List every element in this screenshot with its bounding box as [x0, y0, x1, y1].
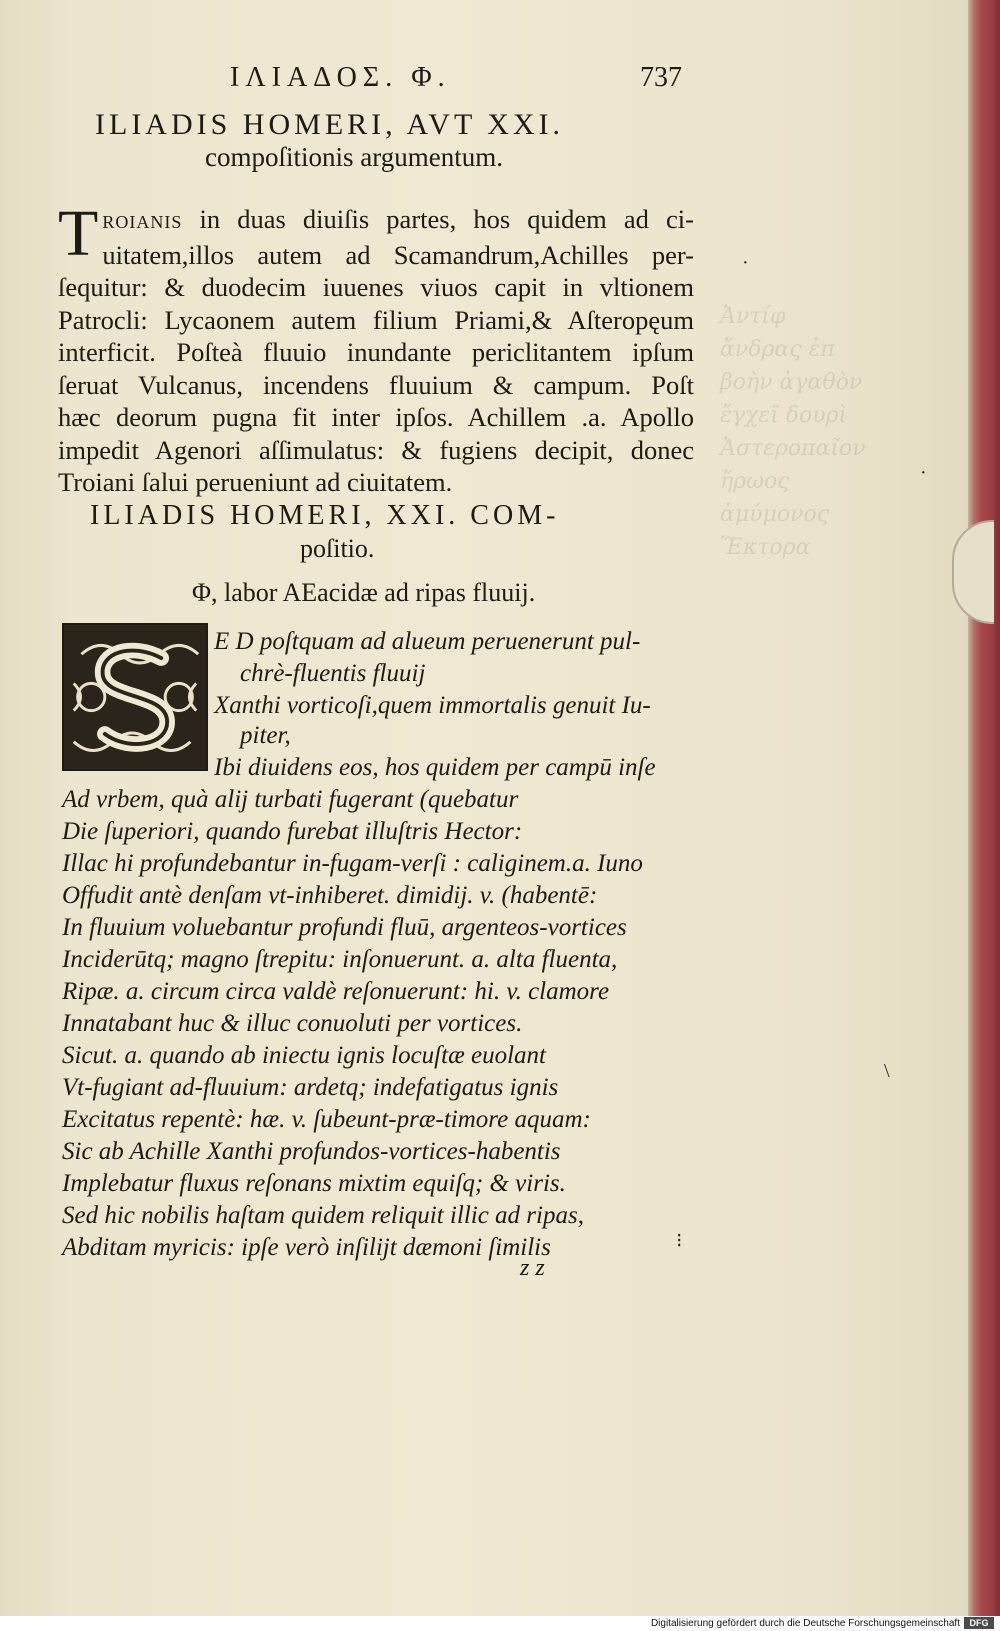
margin-dot: · — [920, 462, 927, 484]
verse-line: Ad vrbem, quà alij turbati fugerant (quebatur — [62, 786, 519, 813]
verse-line: piter, — [240, 722, 291, 749]
argument-first-word: ROIANIS — [102, 212, 183, 232]
composition-subheading: Φ, labor AEacidæ ad ripas fluuij. — [192, 578, 536, 607]
verse-line: Illac hi profundebantur in-fugam-verſi : caliginem.a. Iuno — [62, 850, 643, 877]
footer-credit: Digitalisierung gefördert durch die Deutsche Forschungsgemeinschaft — [650, 1618, 960, 1629]
verse-line: Ripæ. a. circum circa valdè reſonuerunt: hi. v. clamore — [62, 978, 610, 1005]
book-subtitle: compoſitionis argumentum. — [205, 142, 503, 172]
argument-line: Troiani ſalui perueniunt ad ciuitatem. — [58, 467, 453, 497]
verse-line: Sic ab Achille Xanthi profundos-vortices-habentis — [62, 1138, 561, 1165]
margin-bracket: ⁝ — [676, 1230, 683, 1252]
verse-line: E D poſtquam ad alueum peruenerunt pul- — [214, 628, 641, 655]
argument-line: hæc deorum pugna fit inter ipſos. Achillem .a. Apollo — [58, 402, 694, 432]
verse-line: Xanthi vorticoſi,quem immortalis genuit Iu- — [214, 692, 651, 719]
argument-line: ſequitur: & duodecim iuuenes viuos capit in vltionem — [58, 272, 694, 302]
page-edge — [968, 0, 1000, 1616]
composition-heading-cont: poſitio. — [300, 534, 375, 563]
argument-line: interficit. Poſteà fluuio inundante periclitantem ipſum — [58, 337, 694, 367]
verse-line: Inciderūtq; magno ſtrepitu: inſonuerunt. a. alta fluenta, — [62, 946, 618, 973]
footer — [0, 1616, 1000, 1631]
page-number: 737 — [640, 62, 682, 93]
argument-line: ROIANIS in duas diuiſis partes, hos quidem ad ci- — [102, 204, 694, 234]
verse-line: Innatabant huc & illuc conuoluti per vortices. — [62, 1010, 523, 1037]
verse-line: Die ſuperiori, quando furebat illuſtris Hector: — [62, 818, 523, 845]
argument-line: impedit Agenori aſſimulatus: & fugiens decipit, donec — [58, 434, 694, 465]
signature-mark: z z — [520, 1255, 545, 1281]
verse-line: In fluuium voluebantur profundi fluū, argenteos-vortices — [62, 914, 627, 941]
running-head: ΙΛΙΑΔΟΣ. Φ. — [230, 62, 451, 93]
bleed-through-text: Ἀντίφ ἄνδρας ἐπ βοὴν ἀγαθὸν ἔγχεϊ δουρὶ Ἀστεροπαῖον ἥρωος ἀμύμονος Ἕκτορα — [720, 304, 866, 560]
argument-line: uitatem,illos autem ad Scamandrum,Achilles per- — [102, 239, 694, 270]
argument-line: Patrocli: Lycaonem autem filium Priami,& Aſteropęum — [58, 304, 694, 335]
margin-tick: \ — [884, 1060, 890, 1082]
ornamental-initial-s-icon — [62, 623, 208, 771]
verse-line: Excitatus repentè: hæ. v. ſubeunt-præ-timore aquam: — [62, 1106, 591, 1133]
verse-line: Sicut. a. quando ab iniectu ignis locuſtæ euolant — [62, 1042, 546, 1069]
verse-line: Vt-fugiant ad-fluuium: ardetq; indefatigatus ignis — [62, 1074, 559, 1101]
verse-line: Abditam myricis: ipſe verò inſilijt dæmoni ſimilis — [62, 1234, 551, 1261]
verse-line: Implebatur fluxus reſonans mixtim equiſq; & viris. — [62, 1170, 566, 1197]
verse-line: Ibi diuidens eos, hos quidem per campū inſe — [214, 754, 656, 781]
dfg-logo-icon: DFG — [964, 1617, 994, 1629]
verse-line: chrè-fluentis fluuij — [240, 660, 426, 687]
argument-line: ſeruat Vulcanus, incendens fluuium & campum. Poſt — [58, 369, 694, 400]
book-title: ILIADIS HOMERI, AVT XXI. — [95, 108, 565, 141]
initial-letter-t: T — [58, 197, 99, 270]
verse-line: Offudit antè denſam vt-inhiberet. dimidij. v. (habentē: — [62, 882, 598, 909]
margin-dot: · — [742, 252, 749, 274]
composition-heading: ILIADIS HOMERI, XXI. COM- — [90, 500, 560, 531]
argument-paragraph — [58, 197, 694, 499]
verse-line: Sed hic nobilis haſtam quidem reliquit illic ad ripas, — [62, 1202, 584, 1229]
